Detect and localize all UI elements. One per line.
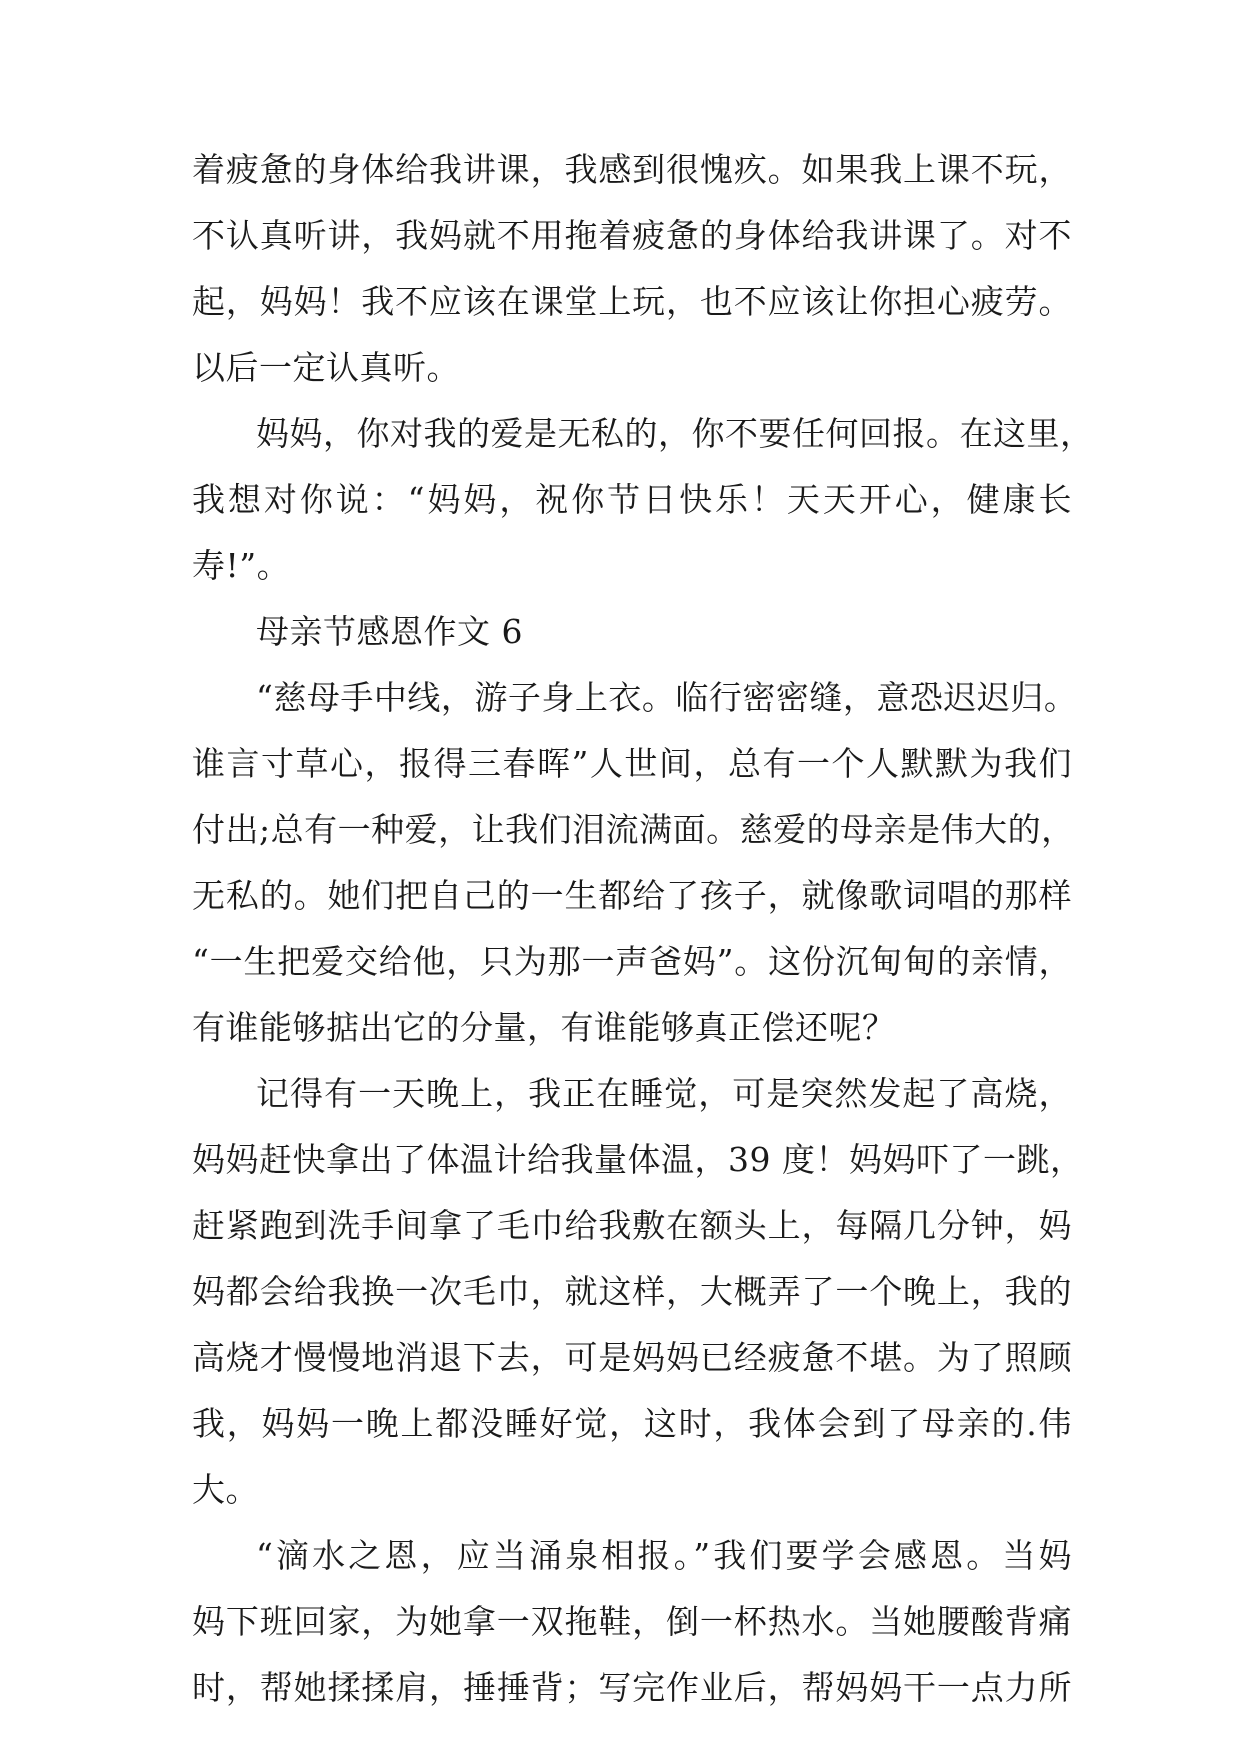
text-line: 起，妈妈！我不应该在课堂上玩，也不应该让你担心疲劳。: [192, 282, 1072, 321]
text-line: 赶紧跑到洗手间拿了毛巾给我敷在额头上，每隔几分钟，妈: [192, 1206, 1072, 1245]
text-line: 妈妈，你对我的爱是无私的，你不要任何回报。在这里，: [256, 414, 1094, 453]
text-line: 无私的。她们把自己的一生都给了孩子，就像歌词唱的那样: [192, 876, 1072, 915]
text-line: 高烧才慢慢地消退下去，可是妈妈已经疲惫不堪。为了照顾: [192, 1338, 1072, 1377]
text-line: 着疲惫的身体给我讲课，我感到很愧疚。如果我上课不玩，: [192, 150, 1072, 189]
text-line: 谁言寸草心，报得三春晖”人世间，总有一个人默默为我们: [192, 744, 1072, 783]
text-line: 妈都会给我换一次毛巾，就这样，大概弄了一个晚上，我的: [192, 1272, 1072, 1311]
text-line: 寿!”。: [192, 546, 291, 585]
text-line: 付出;总有一种爱，让我们泪流满面。慈爱的母亲是伟大的，: [192, 810, 1075, 849]
text-line: “慈母手中线，游子身上衣。临行密密缝，意恐迟迟归。: [256, 678, 1078, 717]
section-heading: 母亲节感恩作文 6: [256, 612, 523, 651]
text-line: 时，帮她揉揉肩，捶捶背；写完作业后，帮妈妈干一点力所: [192, 1668, 1072, 1707]
text-line: 记得有一天晚上，我正在睡觉，可是突然发起了高烧，: [256, 1074, 1072, 1113]
text-line: “一生把爱交给他，只为那一声爸妈”。这份沉甸甸的亲情，: [192, 942, 1072, 981]
text-line: 不认真听讲，我妈就不用拖着疲惫的身体给我讲课了。对不: [192, 216, 1072, 255]
text-line: “滴水之恩，应当涌泉相报。”我们要学会感恩。当妈: [256, 1536, 1072, 1575]
text-line: 有谁能够掂出它的分量，有谁能够真正偿还呢？: [192, 1008, 896, 1047]
text-line: 我想对你说：“妈妈，祝你节日快乐！天天开心，健康长: [192, 480, 1072, 519]
text-line: 大。: [192, 1470, 259, 1509]
text-line: 我，妈妈一晚上都没睡好觉，这时，我体会到了母亲的.伟: [192, 1404, 1072, 1443]
text-line: 以后一定认真听。: [192, 348, 460, 387]
text-line: 妈下班回家，为她拿一双拖鞋，倒一杯热水。当她腰酸背痛: [192, 1602, 1072, 1641]
text-line: 妈妈赶快拿出了体温计给我量体温，39 度！妈妈吓了一跳，: [192, 1140, 1084, 1179]
